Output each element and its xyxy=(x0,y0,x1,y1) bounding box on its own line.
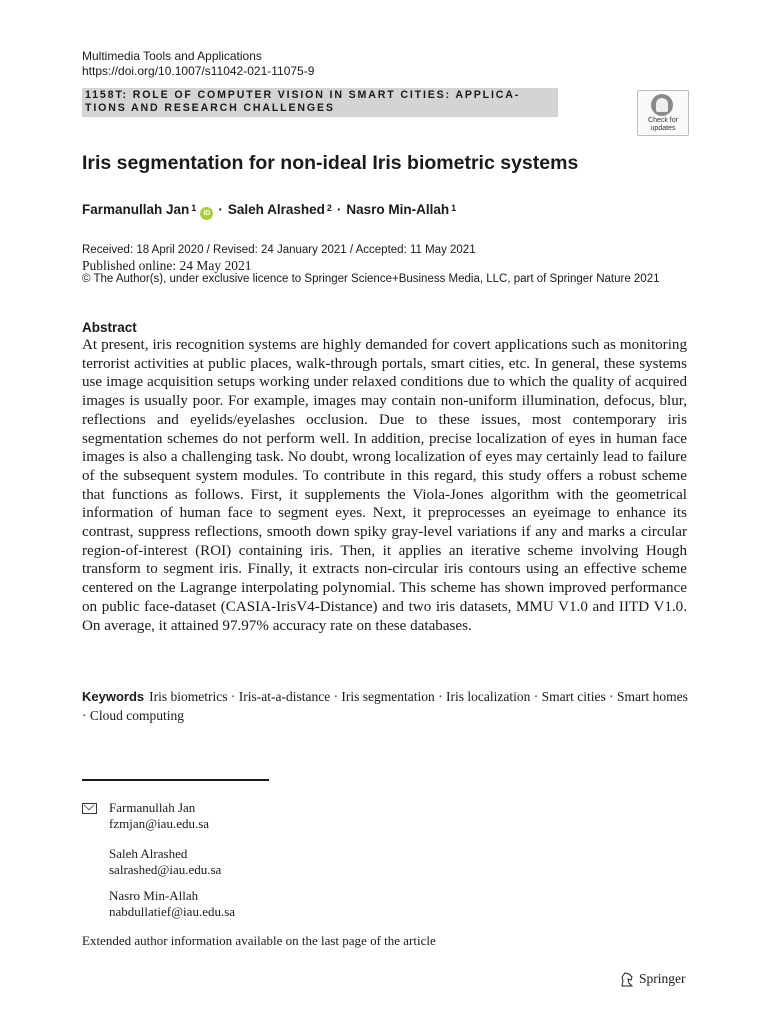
journal-header xyxy=(82,49,314,79)
author-separator: · xyxy=(336,202,342,217)
envelope-icon xyxy=(82,803,97,814)
check-for-updates-badge[interactable] xyxy=(637,90,689,136)
author-affiliation: 1 xyxy=(191,203,197,213)
keywords-section xyxy=(82,687,692,725)
check-for-updates-label-line-2: updates xyxy=(650,125,676,132)
journal-name: Multimedia Tools and Applications xyxy=(82,49,262,63)
keywords-label: Keywords xyxy=(82,689,145,704)
author-name[interactable]: Nasro Min-Allah xyxy=(346,202,450,217)
extended-author-info: Extended author information available on the last page of the article xyxy=(82,933,436,948)
abstract-heading: Abstract xyxy=(82,320,137,335)
author-list xyxy=(82,202,456,219)
check-for-updates-label-line-1: Check for xyxy=(648,117,678,124)
orcid-icon[interactable]: iD xyxy=(200,207,213,220)
contact-email[interactable]: nabdullatief@iau.edu.sa xyxy=(109,904,236,919)
section-banner-line-1: 1158T: ROLE OF COMPUTER VISION IN SMART CITIES: APPLICA- xyxy=(85,89,521,101)
author-separator: · xyxy=(218,202,223,217)
contact-name: Nasro Min-Allah xyxy=(109,888,199,903)
author-affiliation: 1 xyxy=(451,203,457,213)
contact-name: Saleh Alrashed xyxy=(109,846,188,861)
publisher-logo xyxy=(620,971,686,987)
doi-link[interactable]: https://doi.org/10.1007/s11042-021-11075-9 xyxy=(82,64,315,78)
publisher-name: Springer xyxy=(639,971,686,986)
keywords-list: Iris biometrics · Iris-at-a-distance · Iris segmentation · Iris localization · Smart cities · Smart homes · Cloud computing xyxy=(82,689,688,723)
check-for-updates-icon xyxy=(651,94,673,116)
footnote-divider xyxy=(82,779,269,781)
contact-email[interactable]: fzmjan@iau.edu.sa xyxy=(109,816,210,831)
copyright-notice: © The Author(s), under exclusive licence to Springer Science+Business Media, LLC, part of Springer Nature 2021 xyxy=(82,273,660,285)
section-banner-text xyxy=(85,89,555,115)
author-name[interactable]: Saleh Alrashed xyxy=(227,202,325,217)
abstract-text: At present, iris recognition systems are highly demanded for covert applications such as monitoring terrorist activities at public places, walk-through portals, smart cities, etc. In general, these systems use image acquisition setups working under relaxed conditions due to which the quality of acquired images is usually poor. For example, images may contain non-uniform illumination, defocus, blur, reflections and eyelids/eyelashes occlusion. Due to these issues, most contemporary iris segmentation schemes do not perform well. In addition, precise localization of eyes in human face images is also a challenging task. No doubt, wrong localization of eyes may certainly lead to failure of the subsequent system modules. To contribute in this regard, this study offers a robust scheme that functions as follows. First, it supplements the Viola-Jones algorithm with the geometrical information of human face to segment eyes. Next, it preprocesses an eyeimage to enhance its contrast, suppress reflections, smooth down spiky gray-level variations if any and marks a circular region-of-interest (ROI) containing iris. Then, it applies an iterative scheme involving Hough transform to segment iris. Finally, it extracts non-circular iris contours using an effective scheme centered on the Lagrange interpolating polynomial. This scheme has shown improved performance on public face-dataset (CASIA-IrisV4-Distance) and two iris datasets, MMU V1.0 and IITD V1.0. On average, it attained 97.97% accuracy rate on these databases. xyxy=(82,337,687,634)
author-name[interactable]: Farmanullah Jan xyxy=(82,202,190,217)
author-affiliation: 2 xyxy=(326,203,332,213)
section-banner xyxy=(82,88,558,117)
springer-horse-icon xyxy=(620,972,634,987)
published-date: Published online: 24 May 2021 xyxy=(82,258,252,273)
history-dates: Received: 18 April 2020 / Revised: 24 January 2021 / Accepted: 11 May 2021 xyxy=(82,244,476,256)
contact-email[interactable]: salrashed@iau.edu.sa xyxy=(109,862,222,877)
paper-title: Iris segmentation for non-ideal Iris biometric systems xyxy=(82,152,579,174)
check-for-updates-label xyxy=(638,117,688,133)
section-banner-line-2: TIONS AND RESEARCH CHALLENGES xyxy=(85,102,335,114)
contact-name: Farmanullah Jan xyxy=(109,800,196,815)
